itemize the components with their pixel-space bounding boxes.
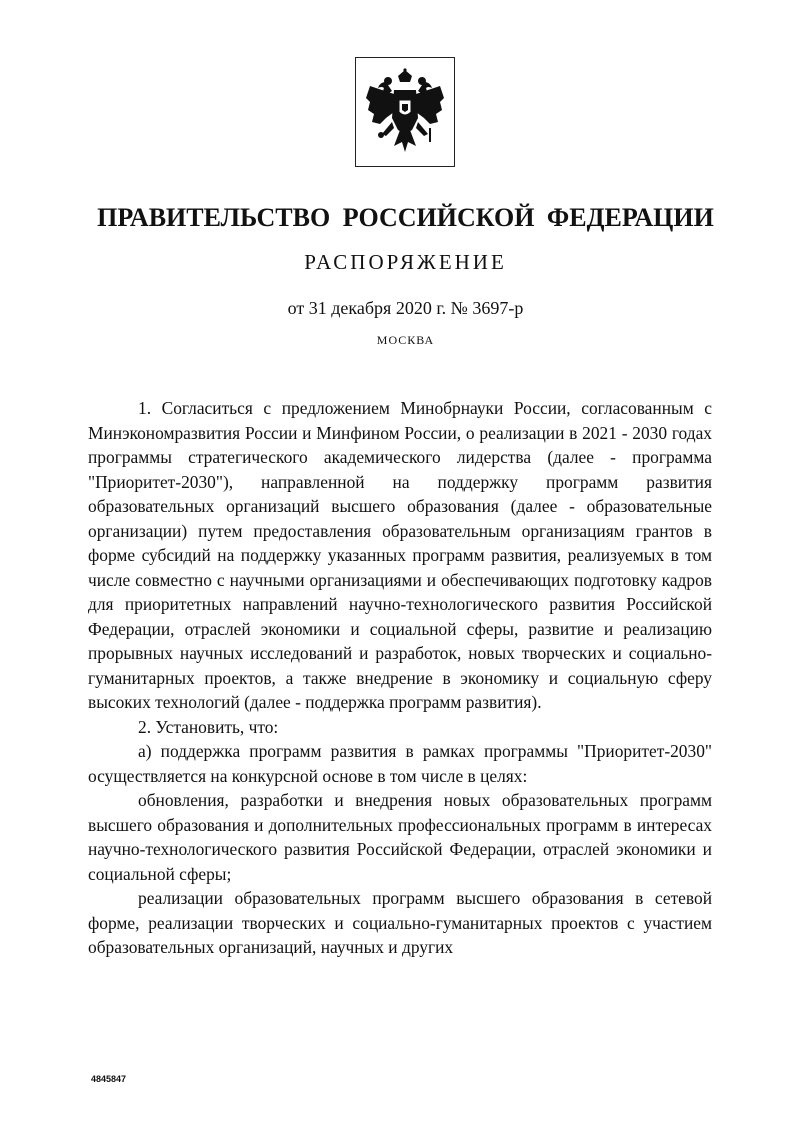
document-body — [88, 396, 712, 960]
paragraph-2: 2. Установить, что: — [138, 716, 279, 737]
document-city: МОСКВА — [376, 333, 435, 347]
paragraph-2a: а) поддержка программ развития в рамках программы "Приоритет-2030" осуществляется на конкурсной основе в том числе в целях: — [88, 741, 712, 786]
paragraph-1: 1. Согласиться с предложением Минобрнауки России, согласованным с Минэкономразвития России и Минфином России, о реализации в 2021 - 2030 годах программы стратегического академического лидерства (далее - программа "Приоритет-2030"), направленной на поддержку программ развития образовательных организаций высшего образования (далее - образовательные организации) путем предоставления образовательным организациям грантов в форме субсидий на поддержку указанных программ развития, реализуемых в том числе совместно с научными организациями и обеспечивающих подготовку кадров для приоритетных направлений научно-технологического развития Российской Федерации, отраслей экономики и социальной сферы, развитие и реализацию прорывных научных исследований и разработок, новых творческих и социально-гуманитарных проектов, а также внедрение в экономику и социальную сферу высоких технологий (далее - поддержка программ развития). — [88, 398, 712, 712]
government-title: ПРАВИТЕЛЬСТВО РОССИЙСКОЙ ФЕДЕРАЦИИ — [97, 203, 714, 232]
document-type: РАСПОРЯЖЕНИЕ — [304, 250, 507, 274]
coat-of-arms-emblem — [355, 57, 455, 167]
paragraph-2a-item-2: реализации образовательных программ высшего образования в сетевой форме, реализации творческих и социально-гуманитарных проектов с участием образовательных организаций, научных и других — [88, 888, 712, 957]
double-headed-eagle-icon — [364, 68, 446, 156]
paragraph-2a-item-1: обновления, разработки и внедрения новых образовательных программ высшего образования и дополнительных профессиональных программ в интересах научно-технологического развития Российской Федерации, отраслей экономики и социальной сферы; — [88, 790, 712, 884]
document-code: 4845847 — [91, 1074, 127, 1084]
document-date-number: от 31 декабря 2020 г. № 3697-р — [287, 298, 524, 318]
